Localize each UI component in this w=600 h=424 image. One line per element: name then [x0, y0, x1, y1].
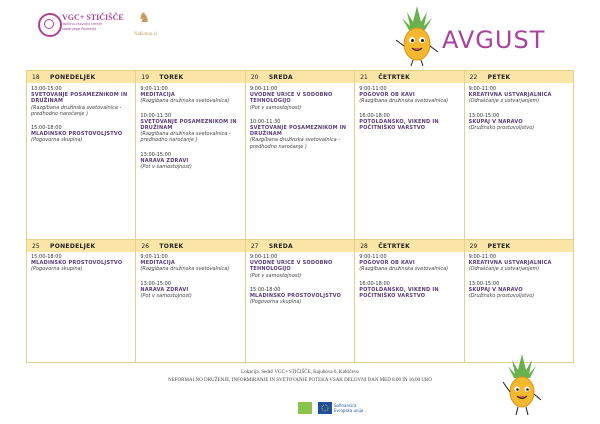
event-title: POTOLDANSKO, VIKEND IN POČITNIŠKO VARSTVO: [359, 118, 439, 132]
day-header: [27, 71, 136, 83]
event-time: 13:00-15:00: [468, 280, 500, 287]
pineapple-mascot-icon: [392, 4, 442, 68]
day-cell: [355, 251, 464, 362]
event-note: (Razgibana družinska svetovalnica): [359, 266, 449, 273]
organization-name: VGC+ STIČIŠČE: [62, 13, 124, 22]
day-cell: [246, 83, 355, 239]
event-title: MLADINSKO PROSTOVOLJSTVO: [31, 260, 123, 267]
event-time: 9:00-11:00: [359, 254, 387, 260]
event-time: 9:00-11:00: [140, 86, 168, 92]
day-header: [355, 71, 464, 83]
event-item: [469, 281, 569, 300]
event-item: [140, 113, 240, 144]
eu-cofunded-label: Sofinancira Evropska unija: [334, 403, 364, 413]
day-header: [246, 71, 355, 83]
event-item: [140, 152, 240, 171]
event-time: 15:00-18:00: [31, 125, 62, 132]
event-time: 16:00-18:00: [359, 280, 390, 287]
event-time: 15:00-18:00: [249, 286, 281, 293]
event-title: SKUPAJ V NARAVO: [468, 286, 523, 293]
organization-subtitle-2: spodnjega Podravja: [62, 27, 97, 31]
event-item: [250, 119, 350, 150]
event-item: [31, 125, 131, 144]
event-time: 10:00-11:30: [140, 112, 172, 119]
event-item: [469, 254, 569, 273]
event-title: UVODNE URICE V SODOBNO TEHNOLOGIJO: [249, 92, 333, 105]
event-item: [469, 113, 569, 132]
week1-header-row: [27, 71, 573, 83]
event-title: SKUPAJ V NARAVO: [468, 118, 523, 125]
event-time: 9:00-11:00: [140, 254, 168, 260]
event-note: (Pogovorna skupina): [31, 266, 83, 273]
day-name: PETEK: [487, 242, 511, 250]
day-name: ČETRTEK: [378, 242, 411, 250]
event-item: [469, 86, 569, 105]
event-time: 10:00-11:30: [249, 118, 281, 125]
event-time: 9:00-11:00: [359, 86, 387, 92]
event-time: 9:00-11:00: [249, 254, 278, 260]
event-note: (Razgibana družinska svetovalnica - predhodno naročanje ): [249, 137, 341, 150]
event-title: SVETOVANJE POSAMEZNIKOM IN DRUŽINAM: [31, 92, 128, 105]
day-cell: [246, 251, 355, 362]
event-note: (Pot v samostojnost): [140, 293, 192, 300]
event-note: (Pot v samostojnost): [140, 164, 192, 171]
event-title: KREATIVNA USTVARJALNICA: [468, 92, 552, 99]
event-note: (Družinsko prostovoljstvo): [468, 293, 535, 300]
day-name: PONEDELJEK: [50, 242, 96, 250]
event-item: [359, 254, 459, 273]
day-number: 26: [141, 242, 150, 250]
footer-info: NEFORMALNO DRUŽENJE, INFORMIRANJE IN SVETOVANJE POTEKA VSAK DELOVNI DAN MED 8:00 IN 16:00 URO: [168, 378, 432, 383]
event-item: [359, 113, 459, 132]
event-title: UVODNE URICE V SODOBNO TEHNOLOGIJO: [249, 260, 333, 273]
event-time: 9:00-11:00: [249, 86, 278, 92]
event-note: (Odraščanje z ustvarjanjem): [468, 98, 540, 105]
event-title: NARAVA ZDRAVI: [140, 157, 189, 164]
day-header: [465, 71, 573, 83]
organization-block: [62, 13, 132, 32]
horse-logo-icon: ♞: [138, 10, 151, 26]
event-title: KREATIVNA USTVARJALNICA: [468, 260, 552, 267]
eu-flag-icon: [318, 402, 332, 414]
event-item: [31, 86, 131, 117]
event-note: (Razgibana družinska svetovalnica - predhodno naročanje ): [31, 104, 122, 117]
event-note: (Pot v samostojnost): [249, 104, 302, 111]
calendar-grid: [26, 70, 574, 363]
event-note: (Razgibana družinska svetovalnica): [359, 98, 449, 105]
day-number: 28: [360, 242, 368, 250]
event-title: POGOVOR OB KAVI: [359, 260, 415, 267]
event-note: (Razgibana družinska svetovalnica): [140, 98, 230, 105]
event-item: [31, 254, 131, 273]
event-item: [250, 86, 350, 111]
day-number: 25: [32, 242, 40, 250]
day-name: PONEDELJEK: [50, 73, 96, 81]
event-item: [140, 86, 240, 105]
event-title: POGOVOR OB KAVI: [359, 92, 415, 99]
event-title: NARAVA ZDRAVI: [140, 286, 189, 293]
day-name: TOREK: [159, 242, 184, 250]
event-note: (Pot v samostojnost): [249, 272, 302, 279]
event-title: MLADINSKO PROSTOVOLJSTVO: [249, 293, 342, 300]
day-cell: [27, 83, 136, 239]
event-note: (Pogovorna skupina): [249, 299, 302, 306]
day-header: [136, 71, 245, 83]
day-number: 19: [141, 73, 150, 81]
event-title: MEDITACIJA: [140, 92, 175, 99]
day-name: SREDA: [268, 242, 293, 250]
event-note: (Razgibana družinska svetovalnica): [140, 266, 230, 273]
event-title: MEDITACIJA: [140, 260, 175, 267]
event-title: MLADINSKO PROSTOVOLJSTVO: [31, 131, 123, 138]
event-title: SVETOVANJE POSAMEZNIKOM IN DRUŽINAM: [249, 125, 347, 138]
event-title: SVETOVANJE POSAMEZNIKOM IN DRUŽINAM: [140, 118, 237, 132]
day-cell: [136, 251, 245, 362]
event-item: [359, 281, 459, 300]
day-cell: [136, 83, 245, 239]
day-number: 21: [360, 73, 368, 81]
day-number: 27: [250, 242, 259, 250]
day-number: 18: [32, 73, 40, 81]
day-cell: [27, 251, 136, 362]
day-cell: [355, 83, 464, 239]
event-time: 15:00-18:00: [31, 254, 62, 260]
pineapple-mascot-waving-icon: [500, 352, 544, 418]
event-item: [250, 287, 350, 306]
organization-logo: [38, 13, 62, 37]
event-time: 13:00-15:00: [140, 280, 172, 287]
event-note: (Pogovorna skupina): [31, 137, 83, 144]
partner-name: NaKonju.si: [134, 32, 157, 37]
event-time: 9:00-11:00: [468, 254, 497, 260]
event-time: 13:00-15:00: [31, 86, 62, 92]
day-number: 20: [250, 73, 259, 81]
day-number: 22: [469, 73, 478, 81]
event-title: POTOLDANSKO, VIKEND IN POČITNIŠKO VARSTVO: [359, 286, 439, 300]
event-time: 16:00-18:00: [359, 112, 390, 119]
event-item: [359, 86, 459, 105]
week2-content-row: [27, 251, 573, 362]
event-item: [140, 281, 240, 300]
event-note: (Odraščanje z ustvarjanjem): [468, 266, 540, 273]
day-cell: [465, 83, 573, 239]
organization-subtitle-1: Vodilno-razvojni center: [62, 22, 103, 26]
day-name: PETEK: [487, 73, 511, 81]
event-item: [140, 254, 240, 273]
sponsor-logo-1-icon: [298, 402, 312, 414]
footer-location: Lokacija: Sedež VGC+ STIČIŠČE, Kajuhova 6, Kidričevo: [241, 370, 359, 375]
event-time: 13:00-15:00: [468, 112, 500, 119]
day-number: 29: [469, 242, 478, 250]
event-time: 13:00-15:00: [140, 151, 172, 158]
day-name: SREDA: [268, 73, 293, 81]
event-time: 9:00-11:00: [468, 86, 497, 92]
week1-content-row: [27, 83, 573, 239]
month-title: AVGUST: [442, 26, 546, 54]
day-cell: [465, 251, 573, 362]
day-name: TOREK: [159, 73, 184, 81]
day-name: ČETRTEK: [378, 73, 411, 81]
event-item: [250, 254, 350, 279]
event-note: (Družinsko prostovoljstvo): [468, 125, 535, 132]
event-note: (Razgibana družinska svetovalnica - predhodno naročanje ): [140, 131, 231, 144]
